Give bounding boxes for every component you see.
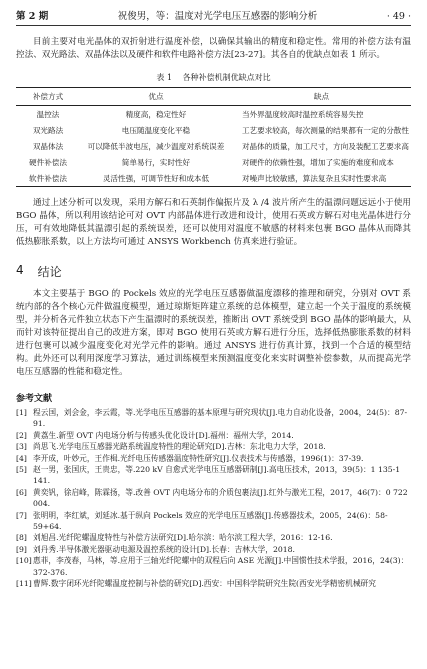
table-cell: 硬件补偿法 [29, 157, 67, 167]
reference-index: [11] [16, 579, 32, 589]
reference-text: 程云国，刘会金，李云霞，等.光学电压互感器的基本原理与研究现状[J].电力自动化设备，2004，24(5)：87-91. [33, 408, 408, 429]
table-cell: 双光路法 [32, 125, 64, 135]
table-header-cell: 优点 [80, 88, 232, 106]
table-header-row [16, 88, 411, 106]
reference-item [16, 532, 411, 543]
table-cell: 灵活性强，可调节性好和成本低 [80, 170, 232, 187]
reference-item [16, 464, 411, 487]
table-caption [16, 72, 411, 83]
table-cell: 精度高，稳定性好 [125, 109, 187, 119]
table-cell: 温控法 [36, 109, 60, 119]
table-row [16, 138, 411, 154]
table-row [16, 170, 411, 187]
reference-text: 黄荔生.新型 OVT 内电场分析与传感头优化设计[D].福州：福州大学，2014. [33, 430, 294, 440]
running-title: 祝俊男，等：温度对光学电压互感器的影响分析 [117, 11, 318, 22]
table-row [16, 122, 411, 138]
reference-index: [10] [16, 556, 32, 566]
reference-index: [6] [16, 487, 27, 497]
table-cell: 简单易行，实时性好 [121, 157, 191, 167]
reference-index: [5] [16, 465, 27, 475]
reference-item [16, 441, 411, 452]
reference-text: 刘丹秀.半导体激光器驱动电源及温控系统的设计[D].长春：吉林大学，2018. [33, 544, 295, 554]
table-number: 表 1 [156, 73, 173, 82]
running-header [16, 8, 411, 26]
reference-item [16, 510, 411, 533]
reference-text: 李开成，叶妙元，王作楫.光纤电压传感器温度特性研究[J].仪表技术与传感器，1996(1)：37-39. [33, 453, 364, 463]
reference-item [16, 487, 411, 510]
reference-index: [8] [16, 533, 27, 543]
reference-text: 黄奕钒，徐启峰，陈霖扬，等.改善 OVT 内电场分布的介质包裹法[J].红外与激光工程，2017，46(7)：0 722 004. [33, 487, 408, 509]
table-row [16, 106, 411, 123]
issue-number: 第 2 期 [16, 11, 49, 22]
reference-item [16, 555, 411, 566]
section-heading [16, 263, 411, 280]
table-row [16, 154, 411, 170]
table-header-cell: 补偿方式 [16, 88, 80, 106]
section-title: 结论 [37, 265, 62, 279]
table-header-cell: 缺点 [232, 88, 411, 106]
conclusion-paragraph: 本文主要基于 BGO 的 Pockels 效应的光学电压互感器做温度漂移的推理和研究，分别对 OVT 系统内部的各个核心元件做温度模型，通过琼斯矩阵建立系统的总体模型，建立起一个关于温度的系统模型，并分析各元件独立状态下产生温漂时的系统误差，推断出 OVT 系统受到 BGO 晶体的影响最大，从而针对该特征提出自己的改进方案，即对 BGO 使用石英或方解石进行分压，选择低热膨胀系数的材料进行包裹可以减少温度变化对光学元件的影响。通过 ANSYS 进行仿真计算，找到一个合适的模型结构。此外还可以利用深度学习算法，通过训练模型来预测温度变化来实时调整补偿参数，从而提高光学电压互感器的性能和稳定性。 [16, 289, 411, 377]
reference-text: 曹辉.数字闭环光纤陀螺温度控制与补偿的研究[D].西安：中国科学院研究生院(西安光学精密机械研究 [33, 579, 376, 589]
reference-item [16, 578, 411, 589]
table-cell: 对晶体的质量，加工尺寸，方向及装配工艺要求高 [241, 141, 409, 151]
reference-index: [2] [16, 430, 27, 440]
table-cell: 对噪声比较敏感，算法复杂且实时性要求高 [232, 170, 411, 187]
table-cell: 可以降低半波电压，减少温度对系统误差 [87, 141, 225, 151]
compensation-table [16, 87, 411, 187]
table-cell: 电压随温度变化平稳 [121, 125, 191, 135]
reference-text: 尚思飞.光学电压互感器光路系统温度特性的理论研究[D].吉林：东北电力大学，2018. [33, 442, 326, 452]
reference-text: 赵一男，张国庆，王贵忠，等.220 kV 自愈式光学电压互感器研制[J].高电压技术，2013，39(5)：1 135-1 141. [33, 465, 401, 486]
table-cell: 双晶体法 [32, 141, 64, 151]
reference-text: 惠菲，李茂春，马林，等.应用于三轴光纤陀螺中的双程后向 ASE 光源[J].中国惯性技术学报，2016，24(3)： [33, 556, 409, 566]
reference-index: [1] [16, 408, 27, 417]
table-cell: 工艺要求较高，每次测量的结果都有一定的分散性 [241, 125, 409, 135]
reference-item [16, 453, 411, 464]
references-title: 参考文献 [16, 394, 53, 404]
table-cell: 当外界温度较高时温控系统容易失控 [241, 109, 364, 119]
reference-index: [4] [16, 453, 27, 463]
analysis-paragraph: 通过上述分析可以发现，采用方解石和石英制作偏振片及 λ /4 波片所产生的温漂问题远远小于使用 BGO 晶体，所以利用该结论可对 OVT 内部晶体进行改进和设计，使用石英或方解石对电光晶体进行分压，可有效地降低其温漂引起的系统误差，还可以使用对温度不敏感的材料来包裹 BGO 晶体从而降其低热膨胀系数，以上方法均可通过 ANSYS Workbench 仿真来进行验证。 [16, 198, 411, 247]
reference-item [16, 544, 411, 555]
reference-text: 张明明，李红斌，刘延冰.基于纵向 Pockels 效应的光学电压互感器[J].传感器技术，2005，24(6)：58-59+64. [33, 510, 388, 532]
reference-item [16, 407, 411, 430]
reference-index: [3] [16, 442, 27, 452]
reference-list [16, 407, 411, 590]
table-cell: 软件补偿法 [16, 170, 80, 187]
reference-continuation: 372-376. [33, 567, 68, 577]
reference-text: 刘旭昌.光纤陀螺温度特性与补偿方法研究[D].哈尔滨：哈尔滨工程大学，2016：12-16. [33, 533, 333, 543]
page-number: · 49 · [386, 11, 411, 22]
section-number: 4 [16, 263, 24, 277]
reference-item [16, 430, 411, 441]
reference-index: [7] [16, 510, 27, 520]
reference-index: [9] [16, 544, 27, 554]
table-title: 各种补偿机制优缺点对比 [182, 73, 271, 82]
intro-paragraph: 目前主要对电光晶体的双折射进行温度补偿，以确保其输出的精度和稳定性。常用的补偿方法有温控法、双光路法、双晶体法以及硬件和软件电路补偿方法[23-27]。其各自的优缺点如表 1 所示。 [16, 37, 411, 60]
table-cell: 对硬件的依赖性强，增加了实施的难度和成本 [241, 157, 394, 167]
